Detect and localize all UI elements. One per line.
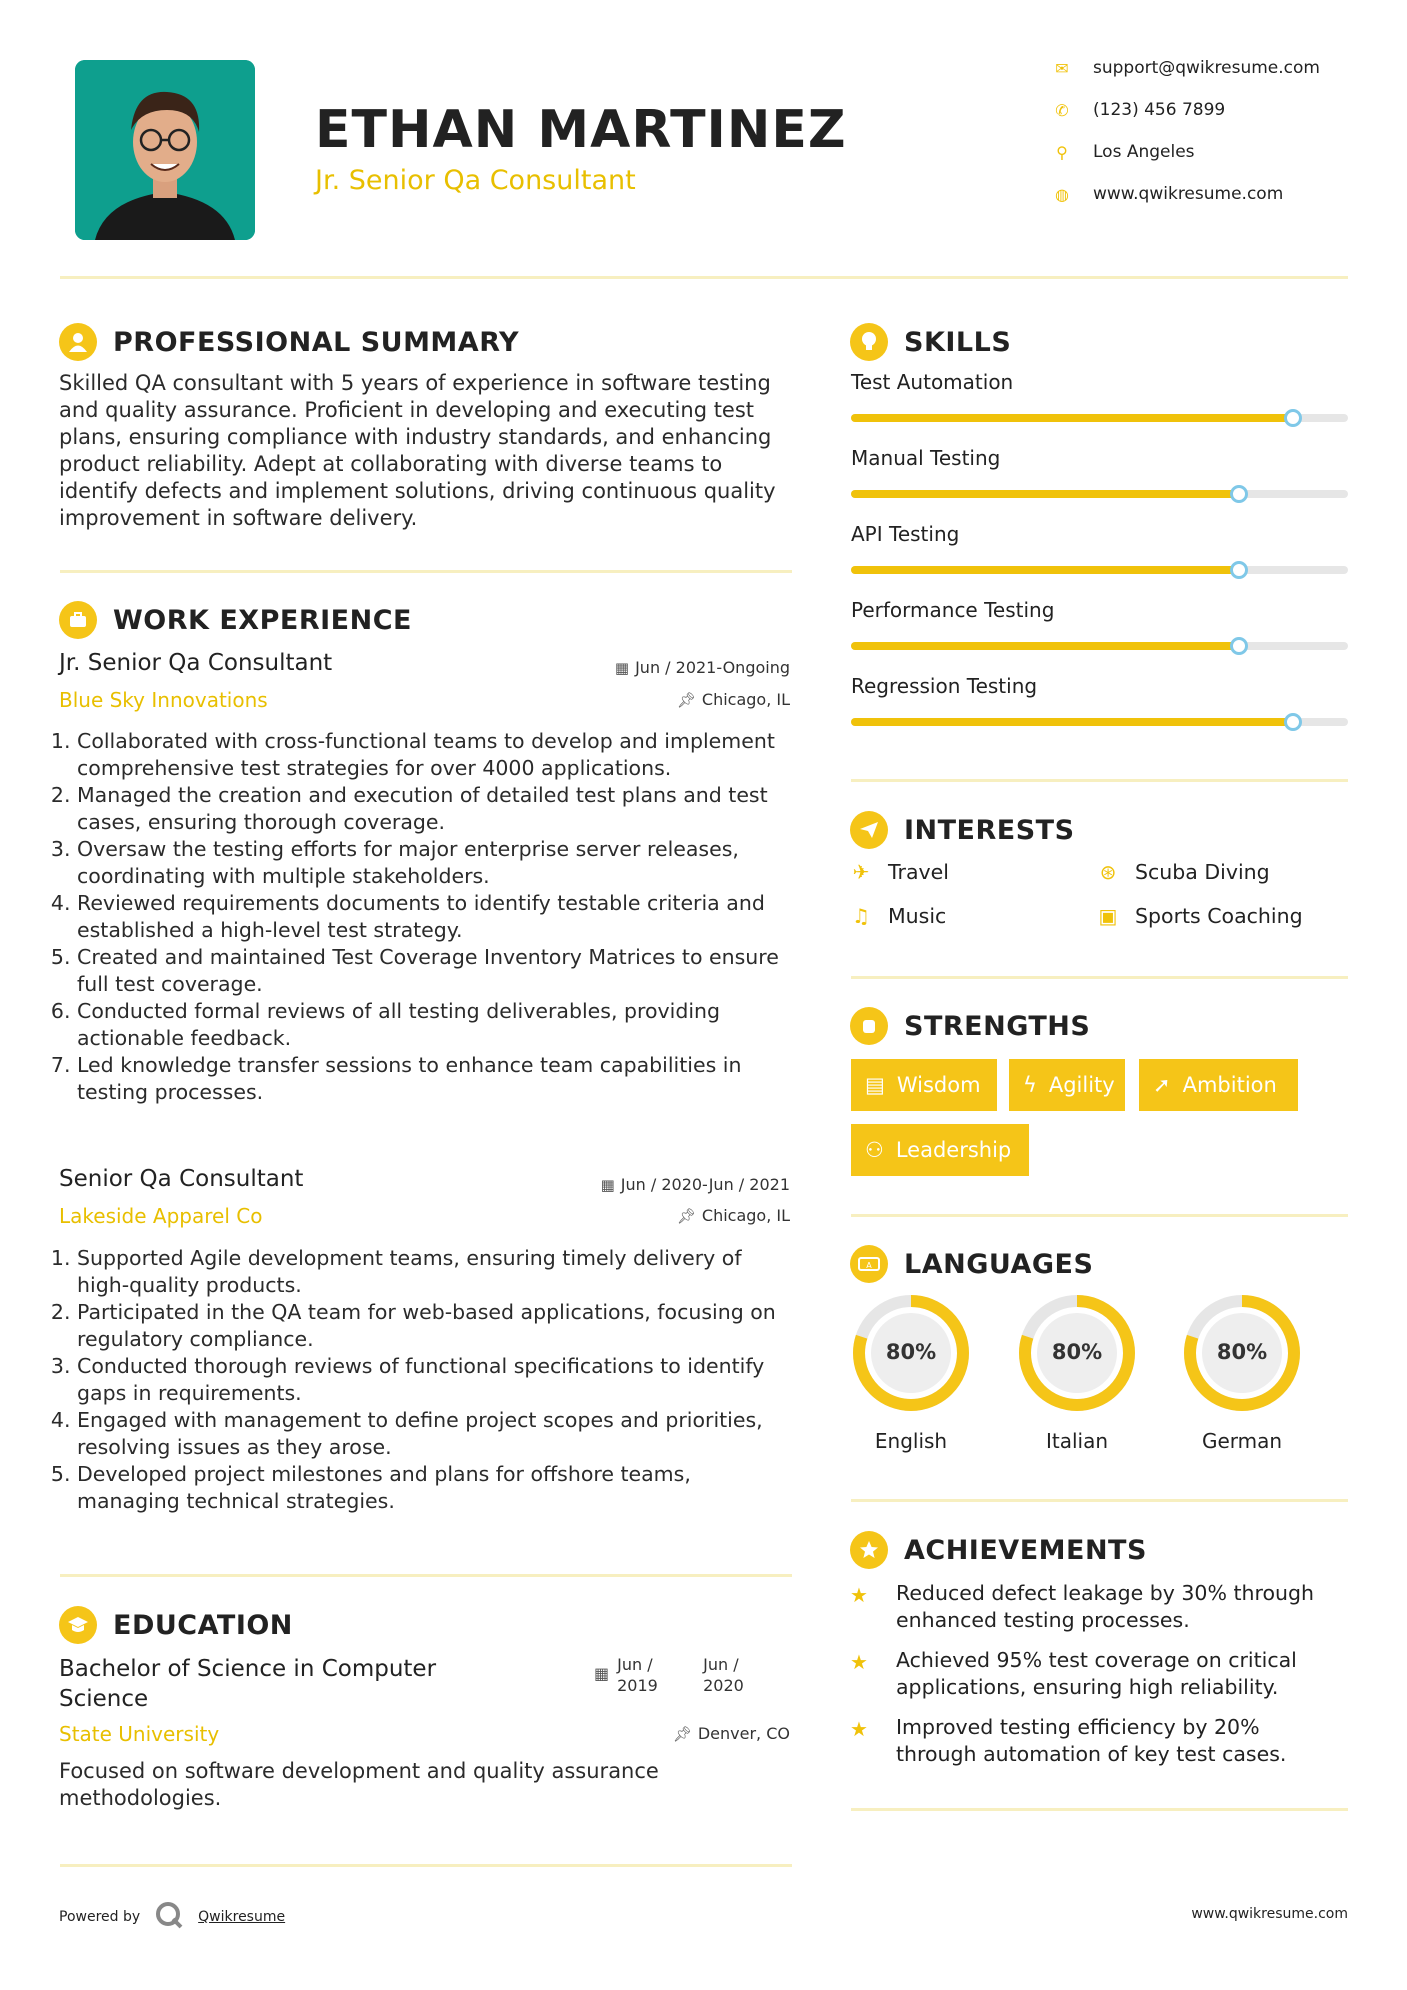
- interest-label: Scuba Diving: [1135, 860, 1270, 884]
- experience-divider: [60, 1574, 792, 1577]
- star-icon: ★: [850, 1583, 868, 1607]
- contact-location: [1053, 142, 1195, 162]
- job-2-title: Senior Qa Consultant: [59, 1166, 304, 1192]
- summary-heading: [59, 323, 519, 361]
- profile-photo: [75, 60, 255, 240]
- education-end: Jun / 2020: [703, 1655, 744, 1695]
- summary-title: PROFESSIONAL SUMMARY: [113, 326, 520, 358]
- strength-label: Ambition: [1182, 1073, 1277, 1097]
- achievements-title: ACHIEVEMENTS: [904, 1534, 1147, 1566]
- interest-travel: [850, 860, 949, 884]
- phone-icon: ✆: [1055, 100, 1069, 120]
- education-location-text: Denver, CO: [697, 1724, 790, 1743]
- contact-phone-text: (123) 456 7899: [1093, 100, 1226, 120]
- strength-label: Wisdom: [896, 1073, 981, 1097]
- music-icon: ♫: [852, 904, 870, 928]
- calendar-icon: ▦: [594, 1664, 610, 1683]
- strengths-title: STRENGTHS: [904, 1010, 1091, 1042]
- candidate-title: Jr. Senior Qa Consultant: [315, 165, 636, 196]
- education-degree: Bachelor of Science in Computer Science: [59, 1656, 437, 1712]
- qwikresume-logo-icon: [154, 1900, 184, 1934]
- pushpin-icon: 📌︎: [672, 1724, 692, 1743]
- pushpin-icon: 📌︎: [676, 1206, 696, 1225]
- users-icon: ⚇: [865, 1138, 884, 1162]
- achievement-text: Improved testing efficiency by 20% through automation of key test cases.: [896, 1715, 1287, 1766]
- paper-plane-icon: [850, 811, 888, 849]
- star-icon: ★: [850, 1650, 868, 1674]
- strength-ambition: [1139, 1059, 1298, 1111]
- contact-location-text: Los Angeles: [1093, 142, 1195, 162]
- job-2-company: Lakeside Apparel Co: [59, 1204, 263, 1228]
- rocket-icon: ➚: [1153, 1073, 1171, 1097]
- achievements-divider: [851, 1808, 1348, 1811]
- globe-icon: ◍: [1055, 184, 1069, 204]
- contact-email[interactable]: [1053, 58, 1320, 78]
- interest-music: [850, 904, 946, 928]
- education-divider: [60, 1864, 792, 1867]
- strength-leadership: [851, 1124, 1029, 1176]
- job-2-dates-text: Jun / 2020-Jun / 2021: [620, 1175, 790, 1194]
- svg-text:A: A: [866, 1261, 872, 1270]
- education-school: State University: [59, 1722, 220, 1746]
- skill-bar-fill: [851, 642, 1239, 650]
- skill-slider-knob: [1284, 713, 1302, 731]
- achievement-1: [850, 1580, 1330, 1634]
- user-icon: [59, 323, 97, 361]
- education-location: [480, 1724, 790, 1743]
- strength-label: Leadership: [895, 1138, 1012, 1162]
- summary-text: Skilled QA consultant with 5 years of experience in software testing and quality assurance. Proficient in developing and executing test plans, ensuring compliance with industry standards, and enhancing product reliability. Adept at collaborating with diverse teams to identify defects and implement solutions, driving continuous quality improvement in software delivery.: [59, 371, 776, 530]
- life-ring-icon: ⊛: [1099, 860, 1117, 884]
- calendar-icon: ▦: [614, 658, 630, 677]
- achievement-3: [850, 1714, 1330, 1768]
- education-heading: [59, 1606, 293, 1644]
- experience-title: WORK EXPERIENCE: [113, 604, 412, 636]
- list-item: 3. Conducted thorough reviews of functional specifications to identify gaps in requirements.: [77, 1353, 799, 1407]
- list-item: 4. Engaged with management to define project scopes and priorities, resolving issues as they arose.: [77, 1407, 799, 1461]
- achievements-heading: [850, 1531, 1147, 1569]
- education-description: Focused on software development and quality assurance methodologies.: [59, 1759, 659, 1810]
- pushpin-icon: 📌︎: [676, 690, 696, 709]
- education-start: Jun / 2019: [617, 1655, 658, 1695]
- skill-slider-knob: [1284, 409, 1302, 427]
- interest-label: Sports Coaching: [1135, 904, 1303, 928]
- list-item: 1. Collaborated with cross-functional teams to develop and implement comprehensive test strategies for over 4000 applications.: [77, 728, 799, 782]
- interest-scuba-diving: [1097, 860, 1270, 884]
- language-percent: 80%: [885, 1340, 937, 1364]
- job-1-title: Jr. Senior Qa Consultant: [59, 650, 333, 676]
- languages-heading: [850, 1245, 1093, 1283]
- strengths-divider: [851, 1214, 1348, 1217]
- achievement-text: Reduced defect leakage by 30% through enhanced testing processes.: [896, 1581, 1315, 1632]
- strength-label: Agility: [1048, 1073, 1115, 1097]
- contact-phone[interactable]: [1053, 100, 1225, 120]
- graduation-icon: [59, 1606, 97, 1644]
- strength-agility: [1009, 1059, 1125, 1111]
- job-1-dates: [480, 658, 790, 677]
- contact-email-text: support@qwikresume.com: [1093, 58, 1320, 78]
- summary-divider: [60, 570, 792, 573]
- language-label: Italian: [1045, 1429, 1109, 1453]
- list-item: 5. Created and maintained Test Coverage Inventory Matrices to ensure full test coverage.: [77, 944, 799, 998]
- skill-slider-knob: [1230, 561, 1248, 579]
- bolt-icon: ϟ: [1023, 1073, 1037, 1097]
- header-divider: [60, 276, 1348, 279]
- star-badge-icon: [850, 1531, 888, 1569]
- skills-heading: [850, 323, 1011, 361]
- contact-website-text: www.qwikresume.com: [1093, 184, 1284, 204]
- language-label: German: [1201, 1429, 1283, 1453]
- list-item: 6. Conducted formal reviews of all testing deliverables, providing actionable feedback.: [77, 998, 799, 1052]
- experience-heading: [59, 601, 412, 639]
- strengths-heading: [850, 1007, 1090, 1045]
- skill-label: Performance Testing: [851, 598, 1055, 622]
- job-2-dates: [480, 1175, 790, 1194]
- language-gauge: [1016, 1292, 1138, 1418]
- skill-bar-fill: [851, 490, 1239, 498]
- skill-label: Regression Testing: [851, 674, 1038, 698]
- list-item: 5. Developed project milestones and plans for offshore teams, managing technical strategies.: [77, 1461, 799, 1515]
- calendar-icon: ▦: [600, 1175, 615, 1194]
- skills-title: SKILLS: [904, 326, 1012, 358]
- skill-label: Test Automation: [851, 370, 1014, 394]
- skill-bar-fill: [851, 566, 1239, 574]
- job-2-location-text: Chicago, IL: [701, 1206, 790, 1225]
- education-title: EDUCATION: [113, 1609, 293, 1641]
- star-icon: ★: [850, 1717, 868, 1741]
- language-label: English: [874, 1429, 948, 1453]
- fist-icon: [850, 1007, 888, 1045]
- job-1-bullets: [59, 728, 799, 1106]
- language-percent: 80%: [1051, 1340, 1103, 1364]
- envelope-icon: ✉: [1055, 58, 1069, 78]
- interests-divider: [851, 976, 1348, 979]
- job-1-dates-text: Jun / 2021-Ongoing: [635, 658, 790, 677]
- education-dates: [594, 1654, 757, 1696]
- powered-by-text: Powered by: [59, 1909, 141, 1925]
- languages-title: LANGUAGES: [904, 1248, 1094, 1280]
- skills-divider: [851, 779, 1348, 782]
- strength-wisdom: [851, 1059, 997, 1111]
- interests-heading: [850, 811, 1075, 849]
- job-1-location: [480, 690, 790, 709]
- candidate-name: ETHAN MARTINEZ: [315, 100, 847, 160]
- skill-label: API Testing: [851, 522, 960, 546]
- list-item: 2. Participated in the QA team for web-based applications, focusing on regulatory compliance.: [77, 1299, 799, 1353]
- lightbulb-icon: [850, 323, 888, 361]
- job-1-company: Blue Sky Innovations: [59, 688, 268, 712]
- list-item: 2. Managed the creation and execution of detailed test plans and test cases, ensuring thorough coverage.: [77, 782, 799, 836]
- list-item: 4. Reviewed requirements documents to identify testable criteria and established a high-level test strategy.: [77, 890, 799, 944]
- language-gauge: [850, 1292, 972, 1418]
- job-2-location: [480, 1206, 790, 1225]
- job-2-bullets: [59, 1245, 799, 1515]
- achievement-text: Achieved 95% test coverage on critical applications, ensuring high reliability.: [896, 1648, 1297, 1699]
- skill-bar-fill: [851, 414, 1293, 422]
- skill-slider-knob: [1230, 485, 1248, 503]
- achievement-2: [850, 1647, 1330, 1701]
- footer-powered-by: [59, 1900, 285, 1934]
- plane-icon: ✈: [852, 860, 870, 884]
- briefcase-icon: ▣: [1098, 904, 1118, 928]
- language-icon: [850, 1245, 888, 1283]
- interests-title: INTERESTS: [904, 814, 1075, 846]
- job-1-location-text: Chicago, IL: [701, 690, 790, 709]
- interest-sports-coaching: [1097, 904, 1303, 928]
- list-item: 7. Led knowledge transfer sessions to enhance team capabilities in testing processes.: [77, 1052, 799, 1106]
- map-pin-icon: ⚲: [1056, 142, 1068, 162]
- language-gauge: [1181, 1292, 1303, 1418]
- list-item: 1. Supported Agile development teams, ensuring timely delivery of high-quality products.: [77, 1245, 799, 1299]
- contact-website[interactable]: [1053, 184, 1283, 204]
- skill-label: Manual Testing: [851, 446, 1001, 470]
- skill-bar-fill: [851, 718, 1293, 726]
- languages-divider: [851, 1499, 1348, 1502]
- list-item: 3. Oversaw the testing efforts for major enterprise server releases, coordinating with multiple stakeholders.: [77, 836, 799, 890]
- book-icon: ▤: [865, 1073, 885, 1097]
- interest-label: Music: [888, 904, 947, 928]
- skill-slider-knob: [1230, 637, 1248, 655]
- language-percent: 80%: [1216, 1340, 1268, 1364]
- brand-link[interactable]: Qwikresume: [198, 1909, 286, 1925]
- interest-label: Travel: [888, 860, 949, 884]
- briefcase-icon: [59, 601, 97, 639]
- footer-site[interactable]: www.qwikresume.com: [1191, 1906, 1348, 1922]
